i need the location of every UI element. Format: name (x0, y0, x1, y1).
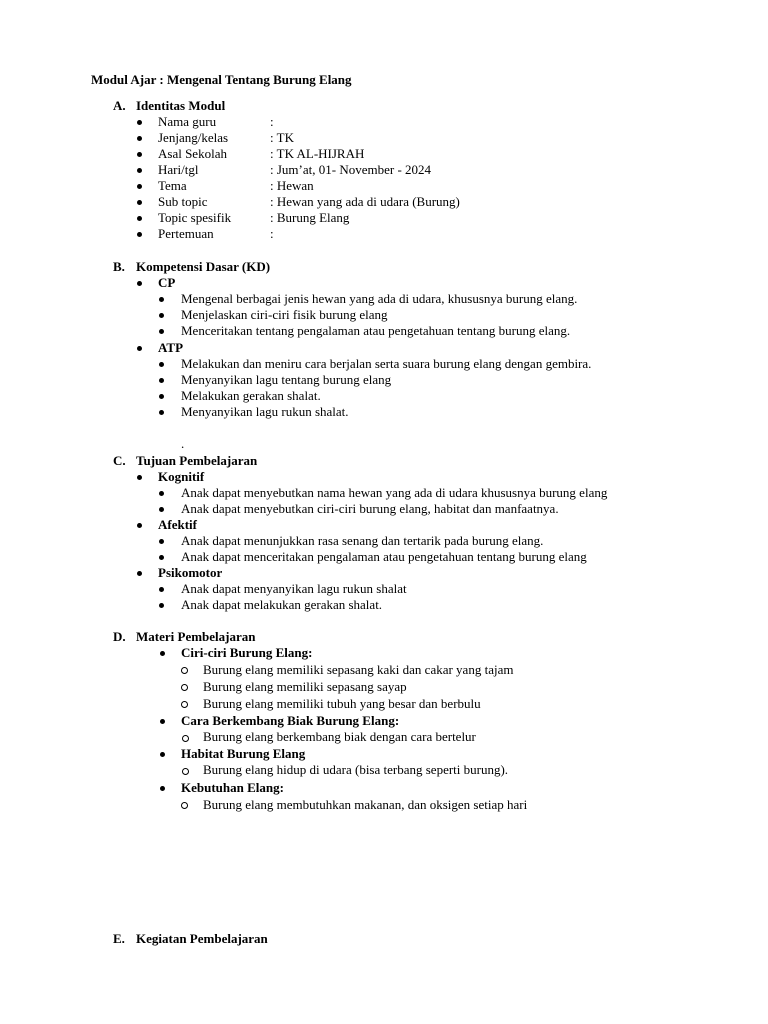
bullet (159, 297, 164, 302)
psikomotor-label: Psikomotor (158, 565, 223, 580)
section-b-letter: B. (113, 259, 125, 274)
identity-value: : (270, 114, 274, 129)
identity-value: : Hewan yang ada di udara (Burung) (270, 194, 460, 209)
list-item: Anak dapat menunjukkan rasa senang dan tertarik pada burung elang. (181, 533, 544, 548)
section-d-letter: D. (113, 629, 126, 644)
list-item: Anak dapat menyebutkan ciri-ciri burung elang, habitat dan manfaatnya. (181, 501, 559, 516)
bullet (137, 571, 142, 576)
identity-value: : Jum’at, 01- November - 2024 (270, 162, 432, 177)
list-item: Melakukan gerakan shalat. (181, 388, 321, 403)
bullet (137, 475, 142, 480)
identity-label: Topic spesifik (158, 210, 232, 225)
bullet (137, 136, 142, 141)
afektif-label: Afektif (158, 517, 197, 532)
bullet (160, 752, 165, 757)
identity-value: : Hewan (270, 178, 314, 193)
list-item: Burung elang memiliki sepasang kaki dan cakar yang tajam (203, 662, 514, 677)
bullet (137, 120, 142, 125)
identity-value: : Burung Elang (270, 210, 350, 225)
identity-value: : TK AL-HIJRAH (270, 146, 365, 161)
list-item: Burung elang hidup di udara (bisa terbang seperti burung). (203, 762, 509, 777)
list-item: Anak dapat menyanyikan lagu rukun shalat (181, 581, 407, 596)
section-a-heading: Identitas Modul (136, 98, 226, 113)
bullet (137, 184, 142, 189)
section-c-letter: C. (113, 453, 126, 468)
ring-bullet (182, 735, 189, 742)
atp-label: ATP (158, 340, 184, 355)
list-item: Anak dapat menyebutkan nama hewan yang ada di udara khususnya burung elang (181, 485, 608, 500)
section-b-heading: Kompetensi Dasar (KD) (136, 259, 271, 274)
ring-bullet (182, 768, 189, 775)
bullet (159, 410, 164, 415)
bullet (137, 281, 142, 286)
identity-label: Pertemuan (158, 226, 214, 241)
identity-label: Tema (158, 178, 187, 193)
bullet (159, 587, 164, 592)
berkembang-label: Cara Berkembang Biak Burung Elang: (181, 713, 400, 728)
bullet (159, 555, 164, 560)
bullet (137, 152, 142, 157)
bullet (159, 329, 164, 334)
identity-label: Jenjang/kelas (158, 130, 229, 145)
bullet (160, 719, 165, 724)
list-item: Burung elang memiliki sepasang sayap (203, 679, 407, 694)
list-item: Anak dapat menceritakan pengalaman atau pengetahuan tentang burung elang (181, 549, 587, 564)
stray-dot: . (181, 436, 185, 451)
ciri-label: Ciri-ciri Burung Elang: (181, 645, 313, 660)
bullet (159, 394, 164, 399)
document-title: Modul Ajar : Mengenal Tentang Burung Elang (91, 72, 352, 87)
bullet (159, 313, 164, 318)
ring-bullet (181, 667, 188, 674)
list-item: Burung elang berkembang biak dengan cara bertelur (203, 729, 476, 744)
cp-label: CP (158, 275, 176, 290)
identity-label: Nama guru (158, 114, 217, 129)
ring-bullet (181, 684, 188, 691)
identity-value: : (270, 226, 274, 241)
bullet (160, 651, 165, 656)
identity-label: Hari/tgl (158, 162, 199, 177)
identity-label: Asal Sekolah (158, 146, 227, 161)
section-c-heading: Tujuan Pembelajaran (136, 453, 258, 468)
ring-bullet (181, 701, 188, 708)
habitat-label: Habitat Burung Elang (181, 746, 306, 761)
bullet (159, 507, 164, 512)
bullet (137, 216, 142, 221)
bullet (159, 491, 164, 496)
identity-value: : TK (270, 130, 294, 145)
list-item: Anak dapat melakukan gerakan shalat. (181, 597, 383, 612)
list-item: Burung elang memiliki tubuh yang besar dan berbulu (203, 696, 481, 711)
bullet (159, 539, 164, 544)
section-e-letter: E. (113, 931, 125, 946)
list-item: Menyanyikan lagu tentang burung elang (181, 372, 392, 387)
bullet (159, 362, 164, 367)
section-d-heading: Materi Pembelajaran (136, 629, 256, 644)
kebutuhan-label: Kebutuhan Elang: (181, 780, 284, 795)
bullet (137, 200, 142, 205)
bullet (159, 603, 164, 608)
identity-label: Sub topic (158, 194, 208, 209)
bullet (159, 378, 164, 383)
list-item: Mengenal berbagai jenis hewan yang ada di udara, khususnya burung elang. (181, 291, 578, 306)
list-item: Menyanyikan lagu rukun shalat. (181, 404, 349, 419)
kognitif-label: Kognitif (158, 469, 205, 484)
list-item: Menceritakan tentang pengalaman atau pengetahuan tentang burung elang. (181, 323, 571, 338)
ring-bullet (181, 802, 188, 809)
bullet (137, 346, 142, 351)
section-e-heading: Kegiatan Pembelajaran (136, 931, 268, 946)
section-a-letter: A. (113, 98, 126, 113)
bullet (137, 232, 142, 237)
bullet (137, 523, 142, 528)
list-item: Melakukan dan meniru cara berjalan serta suara burung elang dengan gembira. (181, 356, 592, 371)
bullet (160, 786, 165, 791)
bullet (137, 168, 142, 173)
list-item: Menjelaskan ciri-ciri fisik burung elang (181, 307, 388, 322)
list-item: Burung elang membutuhkan makanan, dan oksigen setiap hari (203, 797, 528, 812)
